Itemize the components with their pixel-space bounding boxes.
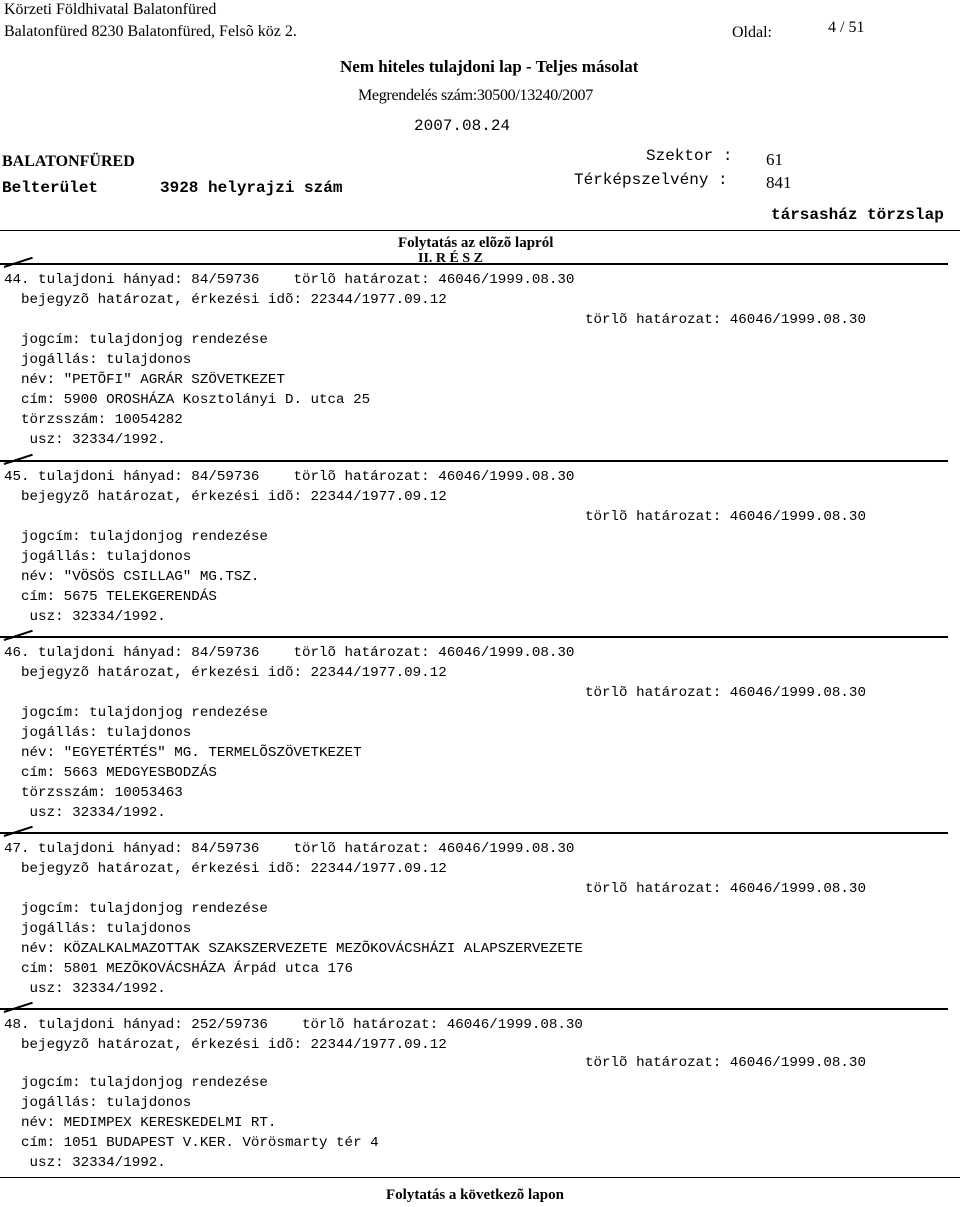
- sector-value: 61: [766, 150, 783, 169]
- entry-separator: [0, 636, 948, 638]
- map-sheet-value: 841: [766, 173, 792, 192]
- entry-address-line: cím: 1051 BUDAPEST V.KER. Vörösmarty tér 4: [4, 1135, 379, 1151]
- entry-title-line: jogcím: tulajdonjog rendezése: [4, 332, 268, 348]
- entry-usz-line: usz: 32334/1992.: [4, 609, 166, 625]
- entry-address-line: cím: 5675 TELEKGERENDÁS: [4, 589, 217, 605]
- entry-status-line: jogállás: tulajdonos: [4, 921, 192, 937]
- entry-address-line: cím: 5663 MEDGYESBODZÁS: [4, 765, 217, 781]
- entry-title-line: jogcím: tulajdonjog rendezése: [4, 705, 268, 721]
- entry-registry-line: törzsszám: 10053463: [4, 785, 183, 801]
- entry-status-line: jogállás: tulajdonos: [4, 1095, 192, 1111]
- entry-deletion-note: törlõ határozat: 46046/1999.08.30: [585, 509, 866, 525]
- header-divider: [0, 230, 960, 231]
- entry-separator: [0, 263, 948, 265]
- entry-registration-line: bejegyzõ határozat, érkezési idõ: 22344/1977.09.12: [4, 1037, 447, 1053]
- area-type: Belterület: [2, 179, 99, 197]
- entry-usz-line: usz: 32334/1992.: [4, 981, 166, 997]
- entry-deletion-note: törlõ határozat: 46046/1999.08.30: [585, 685, 866, 701]
- entry-deletion-note: törlõ határozat: 46046/1999.08.30: [585, 881, 866, 897]
- entry-separator: [0, 460, 948, 462]
- sheet-type: társasház törzslap: [771, 206, 944, 224]
- part-heading: II. R É S Z: [418, 251, 483, 266]
- page-number: 4 / 51: [828, 19, 865, 36]
- document-title: Nem hiteles tulajdoni lap - Teljes másolat: [340, 57, 639, 76]
- entry-name-line: név: "EGYETÉRTÉS" MG. TERMELÕSZÖVETKEZET: [4, 745, 362, 761]
- entry-share-line: 48. tulajdoni hányad: 252/59736 törlõ határozat: 46046/1999.08.30: [4, 1017, 583, 1033]
- entry-status-line: jogállás: tulajdonos: [4, 725, 192, 741]
- entry-share-line: 44. tulajdoni hányad: 84/59736 törlõ határozat: 46046/1999.08.30: [4, 272, 575, 288]
- order-number: Megrendelés szám:30500/13240/2007: [358, 87, 593, 104]
- entry-status-line: jogállás: tulajdonos: [4, 352, 192, 368]
- entry-share-line: 46. tulajdoni hányad: 84/59736 törlõ határozat: 46046/1999.08.30: [4, 645, 575, 661]
- entry-title-line: jogcím: tulajdonjog rendezése: [4, 1075, 268, 1091]
- entry-registration-line: bejegyzõ határozat, érkezési idõ: 22344/1977.09.12: [4, 489, 447, 505]
- entry-usz-line: usz: 32334/1992.: [4, 805, 166, 821]
- page-label: Oldal:: [732, 24, 772, 41]
- entry-share-line: 47. tulajdoni hányad: 84/59736 törlõ határozat: 46046/1999.08.30: [4, 841, 575, 857]
- entry-address-line: cím: 5801 MEZÕKOVÁCSHÁZA Árpád utca 176: [4, 961, 354, 977]
- entry-title-line: jogcím: tulajdonjog rendezése: [4, 901, 268, 917]
- entry-name-line: név: "VÖSÖS CSILLAG" MG.TSZ.: [4, 569, 260, 585]
- parcel-number: 3928 helyrajzi szám: [160, 179, 343, 197]
- entry-name-line: név: KÖZALKALMAZOTTAK SZAKSZERVEZETE MEZÕKOVÁCSHÁZI ALAPSZERVEZETE: [4, 941, 583, 957]
- entry-deletion-note: törlõ határozat: 46046/1999.08.30: [585, 312, 866, 328]
- entry-name-line: név: "PETÕFI" AGRÁR SZÖVETKEZET: [4, 372, 285, 388]
- entry-registration-line: bejegyzõ határozat, érkezési idõ: 22344/1977.09.12: [4, 665, 447, 681]
- town-name: BALATONFÜRED: [2, 153, 135, 170]
- document-date: 2007.08.24: [414, 117, 511, 135]
- entry-share-line: 45. tulajdoni hányad: 84/59736 törlõ határozat: 46046/1999.08.30: [4, 469, 575, 485]
- entry-title-line: jogcím: tulajdonjog rendezése: [4, 529, 268, 545]
- entry-separator: [0, 832, 948, 834]
- footer-divider: [0, 1177, 960, 1178]
- entry-separator: [0, 1008, 948, 1010]
- entry-deletion-note: törlõ határozat: 46046/1999.08.30: [585, 1055, 866, 1071]
- sector-label: Szektor :: [646, 147, 733, 165]
- entry-name-line: név: MEDIMPEX KERESKEDELMI RT.: [4, 1115, 277, 1131]
- office-address: Balatonfüred 8230 Balatonfüred, Felsõ köz 2.: [4, 23, 297, 40]
- entry-usz-line: usz: 32334/1992.: [4, 1155, 166, 1171]
- entry-usz-line: usz: 32334/1992.: [4, 432, 166, 448]
- continued-from-label: Folytatás az elõzõ lapról: [398, 235, 554, 251]
- map-sheet-label: Térképszelvény :: [574, 171, 728, 189]
- office-name: Körzeti Földhivatal Balatonfüred: [4, 1, 217, 18]
- continued-to-label: Folytatás a következõ lapon: [386, 1187, 564, 1203]
- entry-registration-line: bejegyzõ határozat, érkezési idõ: 22344/1977.09.12: [4, 861, 447, 877]
- entry-registry-line: törzsszám: 10054282: [4, 412, 183, 428]
- entry-status-line: jogállás: tulajdonos: [4, 549, 192, 565]
- entry-registration-line: bejegyzõ határozat, érkezési idõ: 22344/1977.09.12: [4, 292, 447, 308]
- entry-address-line: cím: 5900 OROSHÁZA Kosztolányi D. utca 25: [4, 392, 371, 408]
